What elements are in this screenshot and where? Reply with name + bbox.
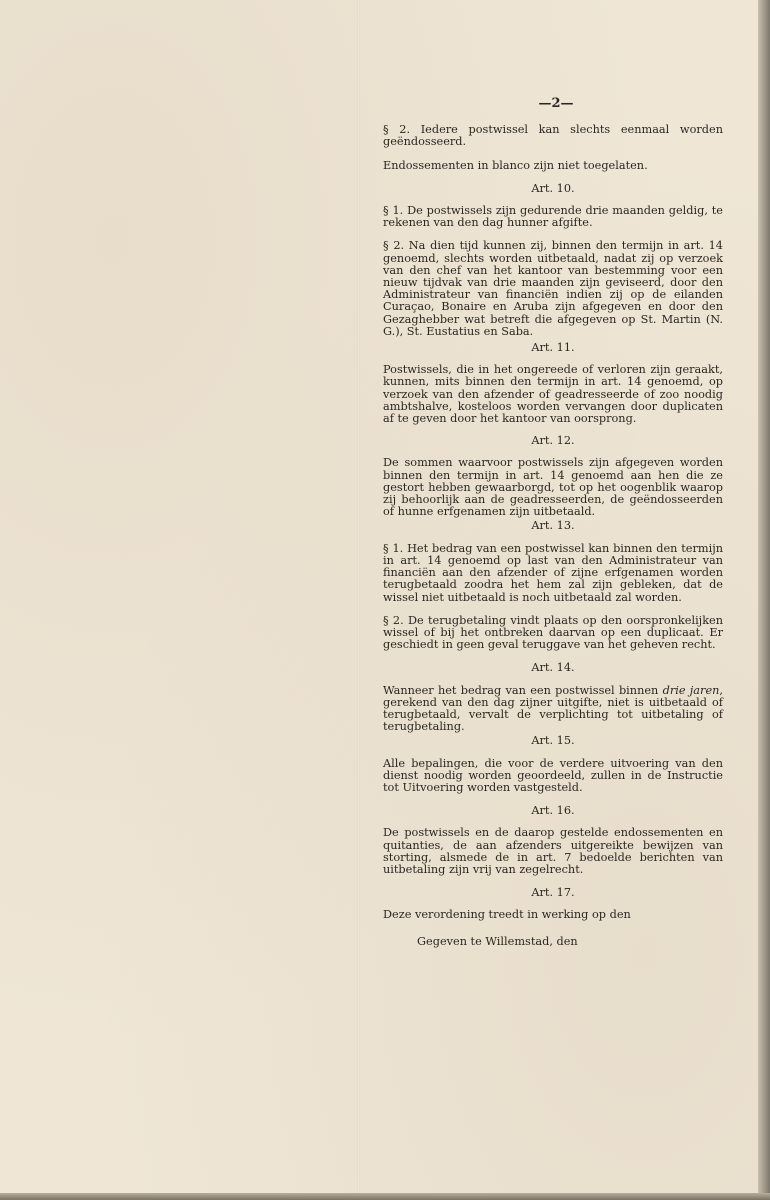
page-number: —2—: [538, 96, 574, 111]
paragraph-art13-par2: § 2. De terugbetaling vindt plaats op den oorspronkelijken wissel of bij het ontbreken daarvan op een duplicaat. Er geschiedt in geen geval teruggave van het geheven recht.: [383, 613, 723, 652]
article-heading-10: Art. 10.: [531, 181, 575, 195]
paragraph-art15: Alle bepalingen, die voor de verdere uitvoering van den dienst noodig worden geoordeeld, zullen in de Instructie tot Uitvoering worden vastgesteld.: [383, 756, 723, 794]
article-heading-17: Art. 17.: [531, 886, 575, 900]
paragraph-art11: Postwissels, die in het ongereede of verloren zijn geraakt, kunnen, mits binnen den termijn in art. 14 genoemd, op verzoek van den afzender of geadresseerde of zoo noodig ambtshalve, kosteloos worden vervangen door duplicaten af te geven door het kantoor van oorsprong.: [383, 363, 723, 426]
paragraph-art14: [383, 685, 723, 734]
page-edge-bottom: [0, 1193, 770, 1200]
article-heading-12: Art. 12.: [531, 434, 575, 448]
paragraph-art10-par2: § 2. Na dien tijd kunnen zij, binnen den termijn in art. 14 genoemd, slechts worden uitbetaald, nadat zij op verzoek van den chef van het kantoor van bestemming voor een nieuw tijdvak van drie maanden zijn geviseerd, door den Administrateur van financiën indien zij op de eilanden Curaçao, Bonaire en Aruba zijn afgegeven en door den Gezaghebber wat betreft die afgegeven op St. Martin (N. G.), St. Eustatius en Saba.: [383, 239, 723, 338]
paragraph-art14-end: , gerekend van den dag zijner uitgifte, niet is uitbetaald of terugbetaald, vervalt de verplichting tot uitbetaling of terugbetaling.: [383, 683, 723, 734]
article-heading-16: Art. 16.: [531, 804, 575, 818]
given-at-willemstad: Gegeven te Willemstad, den: [417, 934, 578, 948]
paragraph-art10-par1: § 1. De postwissels zijn gedurende drie maanden geldig, te rekenen van den dag hunner afgifte.: [383, 204, 723, 230]
page-fold: [357, 0, 360, 1193]
page-edge-right: [758, 0, 770, 1200]
paragraph-art13-par1: § 1. Het bedrag van een postwissel kan binnen den termijn in art. 14 genoemd op last van den Administrateur van financiën aan den afzender of zijne erfgenamen worden terugbetaald zoodra het hem zal zijn gebleken, dat de wissel niet uitbetaald is noch uitbetaald zal worden.: [383, 541, 723, 604]
document-body: [383, 98, 723, 959]
paragraph-art12: De sommen waarvoor postwissels zijn afgegeven worden binnen den termijn in art. 14 genoemd aan hen die ze gestort hebben gewaarborgd, tot op het oogenblik waarop zij behoorlijk aan de geadresseerden, de geëndosseerden of hunne erfgenamen zijn uitbetaald.: [383, 456, 723, 519]
paragraph-art14-start: Wanneer het bedrag van een postwissel binnen: [383, 683, 663, 697]
paragraph-art16: De postwissels en de daarop gestelde endossementen en quitanties, de aan afzenders uitgereikte bewijzen van storting, alsmede de in art. 7 bedoelde berichten van uitbetaling zijn vrij van zegelrecht.: [383, 826, 723, 876]
paragraph-blanco: Endossementen in blanco zijn niet toegelaten.: [383, 158, 648, 172]
article-heading-11: Art. 11.: [531, 341, 575, 355]
article-heading-14: Art. 14.: [531, 661, 575, 675]
paragraph-art9-par2: § 2. Iedere postwissel kan slechts eenmaal worden geëndosseerd.: [383, 123, 723, 149]
paragraph-art17: Deze verordening treedt in werking op den: [383, 908, 631, 922]
paragraph-art14-italic: drie jaren: [662, 683, 720, 697]
article-heading-13: Art. 13.: [531, 519, 575, 533]
article-heading-15: Art. 15.: [531, 734, 575, 748]
